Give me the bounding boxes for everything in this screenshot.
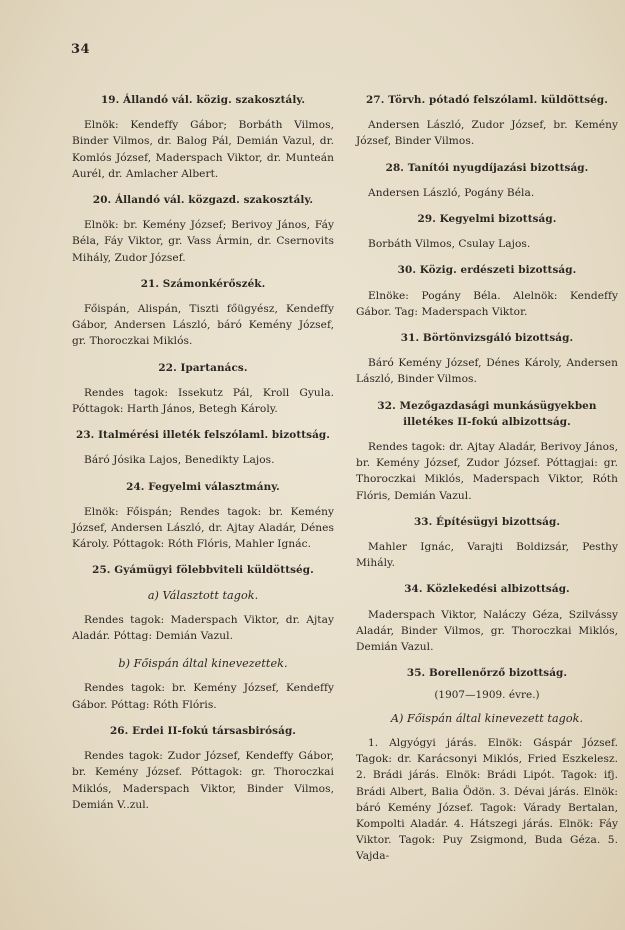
section-heading: 32. Mezőgazdasági munkásügyekben illetékes II-fokú albizottság.: [377, 399, 597, 428]
section-body: Elnök: br. Kemény József; Berivoy János, Fáy Béla, Fáy Viktor, gr. Vass Ármin, dr. Csernovits Mihály, Zudor József.: [72, 219, 334, 264]
section: [72, 92, 334, 182]
section: [356, 514, 618, 572]
section-body: Rendes tagok: Maderspach Viktor, dr. Ajtay Aladár. Póttag: Demián Vazul.: [72, 613, 334, 643]
section-body: 1. Algyógyi járás. Elnök: Gáspár József. Tagok: dr. Karácsonyi Miklós, Fried Eszkelesz. 2. Brádi járás. Elnök: Brádi Lipót. Tagok: ifj. Brádi Albert, Balia Ödön. 3. Dévai járás. Elnök: báró Kemény József. Tagok: Várady Bertalan, Kompolti Aladár. 4. Hátszegi járás. Elnök: Fáy Viktor. Tagok: Puy Zsigmond, Buda Géza. 5. Vajda-: [356, 736, 618, 863]
right-column: [356, 92, 618, 875]
section: [72, 723, 334, 813]
section-heading: 27. Törvh. pótadó felszólaml. küldöttség.: [366, 94, 608, 106]
section-heading: 30. Közig. erdészeti bizottság.: [397, 264, 577, 277]
section: [72, 427, 334, 468]
section: [72, 276, 334, 350]
section: [356, 211, 618, 252]
section-body: Rendes tagok: dr. Ajtay Aladár, Berivoy János, br. Kemény József, Zudor József. Póttagjai: gr. Thoroczkai Miklós, Maderspach Viktor, Róth Flóris, Demián Vazul.: [356, 441, 618, 502]
section-heading: 23. Italmérési illeték felszólaml. bizottság.: [76, 429, 330, 442]
section-heading: 34. Közlekedési albizottság.: [404, 583, 570, 596]
section-body: Andersen László, Zudor József, br. Kemény József, Binder Vilmos.: [356, 119, 618, 148]
section-heading: 31. Börtönvizsgáló bizottság.: [400, 332, 574, 345]
section-heading: 28. Tanítói nyugdíjazási bizottság.: [385, 161, 589, 174]
section-body: Maderspach Viktor, Naláczy Géza, Szilvássy Aladár, Binder Vilmos, gr. Thoroczkai Miklós, Demián Vazul.: [356, 608, 618, 654]
section-heading: 29. Kegyelmi bizottság.: [417, 213, 557, 226]
section-heading: 26. Erdei II-fokú társasbiróság.: [109, 724, 297, 737]
section-heading: 25. Gyámügyi fölebbviteli küldöttség.: [92, 564, 314, 577]
section-heading: 19. Állandó vál. közig. szakosztály.: [100, 94, 306, 106]
section: [356, 262, 618, 320]
date-range: (1907—1909. évre.): [434, 689, 540, 702]
section: [72, 192, 334, 266]
section: [72, 479, 334, 553]
section-heading: 35. Borellenőrző bizottság.: [406, 667, 568, 680]
section: [356, 398, 618, 504]
section: [72, 562, 334, 712]
section-heading: 21. Számonkérőszék.: [140, 277, 266, 290]
section-body: Elnöke: Pogány Béla. Alelnök: Kendeffy Gábor. Tag: Maderspach Viktor.: [356, 289, 618, 318]
section: [356, 160, 618, 201]
section-body: Elnök: Kendeffy Gábor; Borbáth Vilmos, Binder Vilmos, dr. Balog Pál, Demián Vazul, dr. Komlós József, Maderspach Viktor, dr. Munteán Aurél, dr. Amlacher Albert.: [72, 119, 334, 180]
section: [356, 92, 618, 150]
section-body: Elnök: Főispán; Rendes tagok: br. Kemény József, Andersen László, dr. Ajtay Aladár, Dénes Károly. Póttagok: Róth Flóris, Mahler Ignác.: [72, 505, 334, 551]
section: [356, 581, 618, 655]
subsection-heading: a) Választott tagok.: [147, 588, 259, 602]
section: [356, 665, 618, 864]
section-body: Báró Jósika Lajos, Benedikty Lajos.: [84, 454, 275, 467]
section-body: Rendes tagok: Zudor József, Kendeffy Gábor, br. Kemény József. Póttagok: gr. Thoroczkai Miklós, Maderspach Viktor, Binder Vilmos, Demián V..zul.: [72, 750, 334, 811]
section-heading: 20. Állandó vál. közgazd. szakosztály.: [92, 194, 314, 207]
left-column: [72, 92, 334, 823]
subsection-heading: A) Főispán által kinevezett tagok.: [390, 711, 584, 725]
section-body: Rendes tagok: Issekutz Pál, Kroll Gyula. Póttagok: Harth János, Betegh Károly.: [72, 386, 334, 416]
section-heading: 22. Ipartanács.: [158, 361, 248, 374]
subsection-heading: b) Főispán által kinevezettek.: [118, 657, 288, 671]
page-number: 34: [71, 42, 91, 57]
section-heading: 33. Építésügyi bizottság.: [413, 515, 561, 528]
section-body: Mahler Ignác, Varajti Boldizsár, Pesthy Mihály.: [356, 541, 618, 570]
section-body: Báró Kemény József, Dénes Károly, Andersen László, Binder Vilmos.: [356, 357, 618, 386]
section-body: Andersen László, Pogány Béla.: [368, 186, 535, 199]
section-body: Borbáth Vilmos, Csulay Lajos.: [368, 238, 531, 251]
section-heading: 24. Fegyelmi választmány.: [126, 480, 280, 493]
section: [356, 330, 618, 388]
section-body: Rendes tagok: br. Kemény József, Kendeffy Gábor. Póttag: Róth Flóris.: [72, 682, 334, 711]
section-body: Főispán, Alispán, Tiszti főügyész, Kendeffy Gábor, Andersen László, báró Kemény József, gr. Thoroczkai Miklós.: [72, 303, 334, 348]
section: [72, 360, 334, 418]
